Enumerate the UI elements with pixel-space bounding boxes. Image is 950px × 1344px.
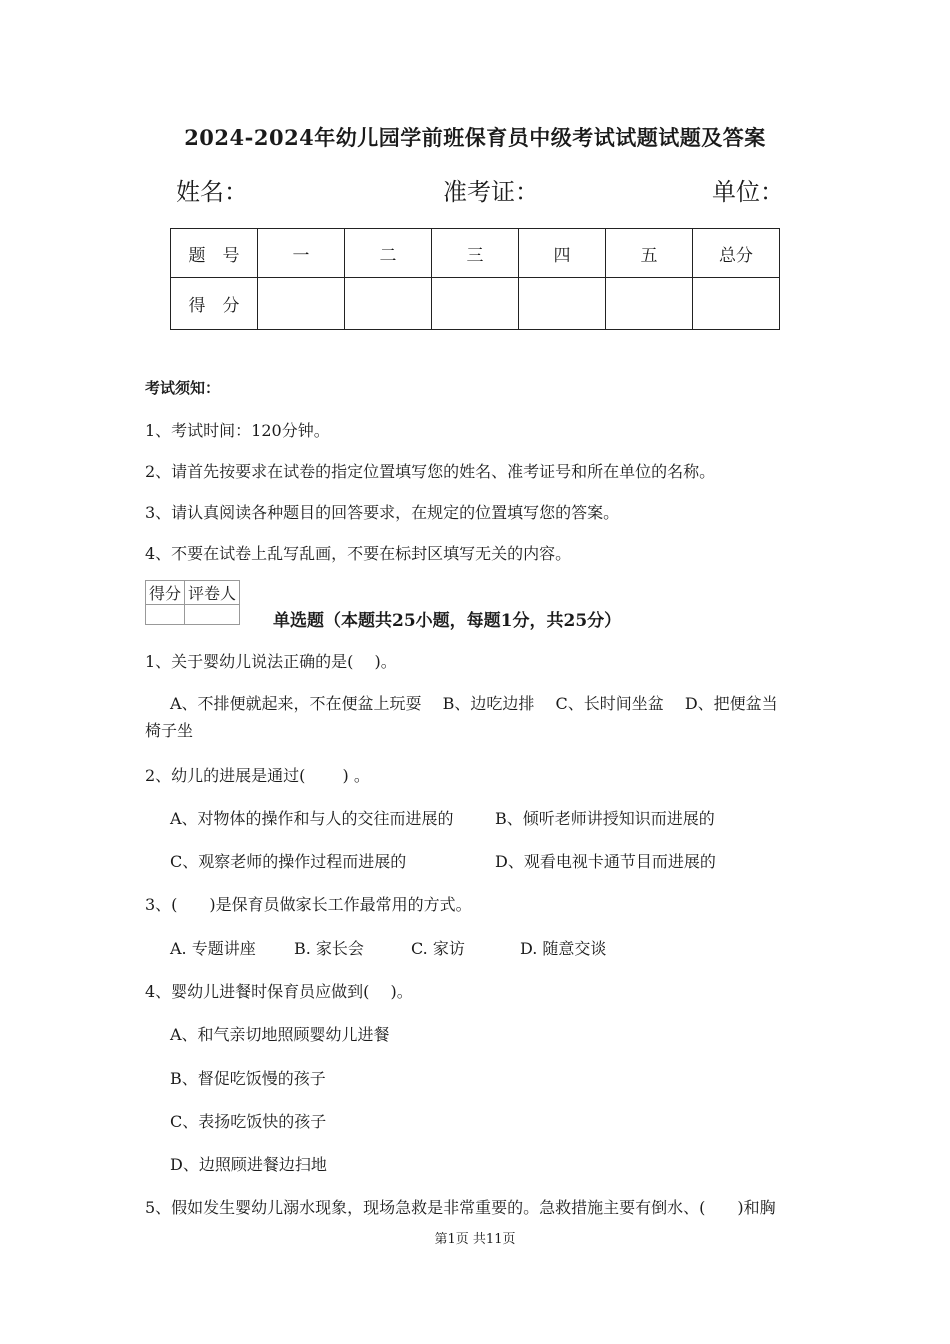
exam-number-field-label: 准考证：: [443, 178, 539, 206]
score-table-header-cell: 二: [345, 229, 432, 278]
score-table-header-cell: 一: [258, 229, 345, 278]
score-table-header-cell: 题 号: [171, 229, 258, 278]
score-cell[interactable]: [345, 278, 432, 330]
option-d: D、边照顾进餐边扫地: [170, 1155, 327, 1174]
question-options-continued: 椅子坐: [145, 721, 194, 740]
notice-item: 2、请首先按要求在试卷的指定位置填写您的姓名、准考证号和所在单位的名称。: [145, 462, 716, 481]
unit-field-label: 单位：: [712, 178, 784, 206]
score-table-header-cell: 三: [432, 229, 519, 278]
score-cell[interactable]: [432, 278, 519, 330]
question-stem: 1、关于婴幼儿说法正确的是( )。: [145, 652, 397, 671]
question-stem: 5、假如发生婴幼儿溺水现象，现场急救是非常重要的。急救措施主要有倒水、( )和胸: [145, 1198, 776, 1217]
option-c: C、表扬吃饭快的孩子: [170, 1112, 327, 1131]
notice-item: 1、考试时间：120分钟。: [145, 421, 330, 440]
section-title: 单选题（本题共25小题，每题1分，共25分）: [273, 611, 622, 631]
page-footer: 第1页 共11页: [434, 1232, 516, 1247]
option-a: A、和气亲切地照顾婴幼儿进餐: [170, 1025, 390, 1044]
notice-item: 3、请认真阅读各种题目的回答要求，在规定的位置填写您的答案。: [145, 503, 620, 522]
question-stem: 4、婴幼儿进餐时保育员应做到( )。: [145, 982, 413, 1001]
score-table-header-cell: 四: [519, 229, 606, 278]
score-table-header-cell: 五: [606, 229, 693, 278]
grader-reviewer-label: 评卷人: [185, 581, 240, 605]
grader-score-cell[interactable]: [146, 605, 185, 625]
option-a: A、对物体的操作和与人的交往而进展的: [170, 809, 454, 828]
question-options: A、不排便就起来，不在便盆上玩耍 B、边吃边排 C、长时间坐盆 D、把便盆当: [170, 694, 778, 713]
score-cell[interactable]: [606, 278, 693, 330]
question-stem: 3、( )是保育员做家长工作最常用的方式。: [145, 895, 472, 914]
question-stem: 2、幼儿的进展是通过( ) 。: [145, 766, 370, 785]
notice-item: 4、不要在试卷上乱写乱画，不要在标封区填写无关的内容。: [145, 544, 572, 563]
grader-box: [145, 580, 240, 625]
option-c: C、观察老师的操作过程而进展的: [170, 852, 407, 871]
option-b: B、倾听老师讲授知识而进展的: [495, 809, 715, 828]
score-table-header-cell: 总分: [693, 229, 780, 278]
score-table: [170, 228, 780, 330]
score-cell[interactable]: [519, 278, 606, 330]
option-b: B. 家长会: [294, 939, 364, 958]
option-d: D、观看电视卡通节目而进展的: [495, 852, 716, 871]
score-table-header-row: [171, 229, 780, 278]
name-field-label: 姓名：: [176, 178, 248, 206]
grader-reviewer-cell[interactable]: [185, 605, 240, 625]
option-c: C. 家访: [411, 939, 465, 958]
score-table-score-row: [171, 278, 780, 330]
notice-heading: 考试须知：: [145, 379, 221, 397]
score-cell[interactable]: [258, 278, 345, 330]
score-row-label: 得 分: [171, 278, 258, 330]
document-title: 2024-2024年幼儿园学前班保育员中级考试试题试题及答案: [184, 125, 766, 150]
option-b: B、督促吃饭慢的孩子: [170, 1069, 326, 1088]
option-d: D. 随意交谈: [520, 939, 607, 958]
score-cell[interactable]: [693, 278, 780, 330]
option-a: A. 专题讲座: [170, 939, 256, 958]
grader-score-label: 得分: [146, 581, 185, 605]
